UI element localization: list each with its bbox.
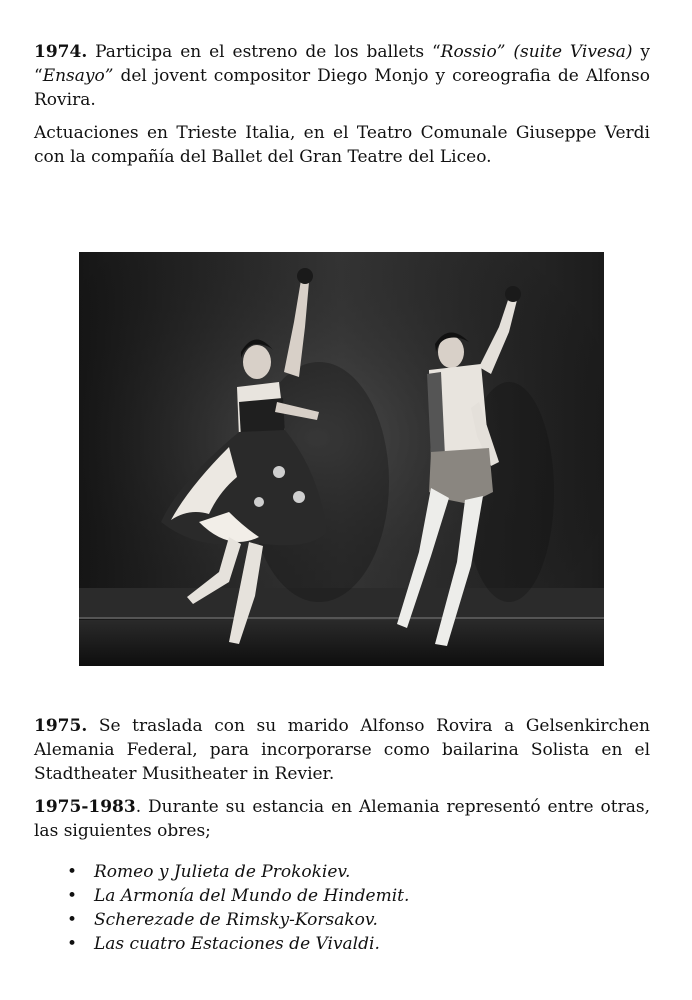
bullet: • bbox=[67, 862, 78, 882]
list-item bbox=[34, 860, 650, 884]
bullet: • bbox=[67, 886, 78, 906]
title-ensayo: Ensayo” bbox=[42, 66, 114, 86]
work-title: La Armonía del Mundo de Hindemit. bbox=[94, 886, 410, 906]
list-item bbox=[34, 908, 650, 932]
paragraph-1974 bbox=[34, 40, 650, 112]
work-title: Las cuatro Estaciones de Vivaldi. bbox=[94, 934, 380, 954]
paragraph-1975-1983 bbox=[34, 795, 650, 843]
ballet-photo bbox=[79, 252, 604, 666]
paragraph-1975 bbox=[34, 714, 650, 786]
text-segment: Participa en el estreno de los ballets “ bbox=[87, 42, 441, 62]
year-1974: 1974. bbox=[34, 42, 88, 62]
text-segment: Se traslada con su marido Alfonso Rovira a Gelsenkirchen Alemania Federal, para incorporarse como bailarina Solista en el Stadtheater Musitheater in Revier. bbox=[34, 716, 650, 784]
work-title: Romeo y Julieta de Prokokiev. bbox=[94, 862, 351, 882]
text-segment: del jovent compositor Diego Monjo y coreografia de Alfonso Rovira. bbox=[34, 66, 650, 110]
year-1975: 1975. bbox=[34, 716, 88, 736]
text-segment: . Durante su estancia en Alemania representó entre otras, las siguientes obres; bbox=[34, 797, 650, 841]
list-item bbox=[34, 932, 650, 956]
paragraph-trieste: Actuaciones en Trieste Italia, en el Teatro Comunale Giuseppe Verdi con la compañía del Ballet del Gran Teatre del Liceo. bbox=[34, 123, 650, 167]
year-1975-1983: 1975-1983 bbox=[34, 797, 136, 817]
bullet: • bbox=[67, 910, 78, 930]
document-page bbox=[34, 40, 650, 169]
works-list bbox=[34, 860, 650, 956]
bullet: • bbox=[67, 934, 78, 954]
work-title: Scherezade de Rimsky-Korsakov. bbox=[94, 910, 378, 930]
title-rossio: Rossio” (suite Vivesa) bbox=[440, 42, 633, 62]
text-segment: y “ bbox=[34, 42, 651, 86]
list-item bbox=[34, 884, 650, 908]
document-page-lower bbox=[34, 714, 650, 956]
